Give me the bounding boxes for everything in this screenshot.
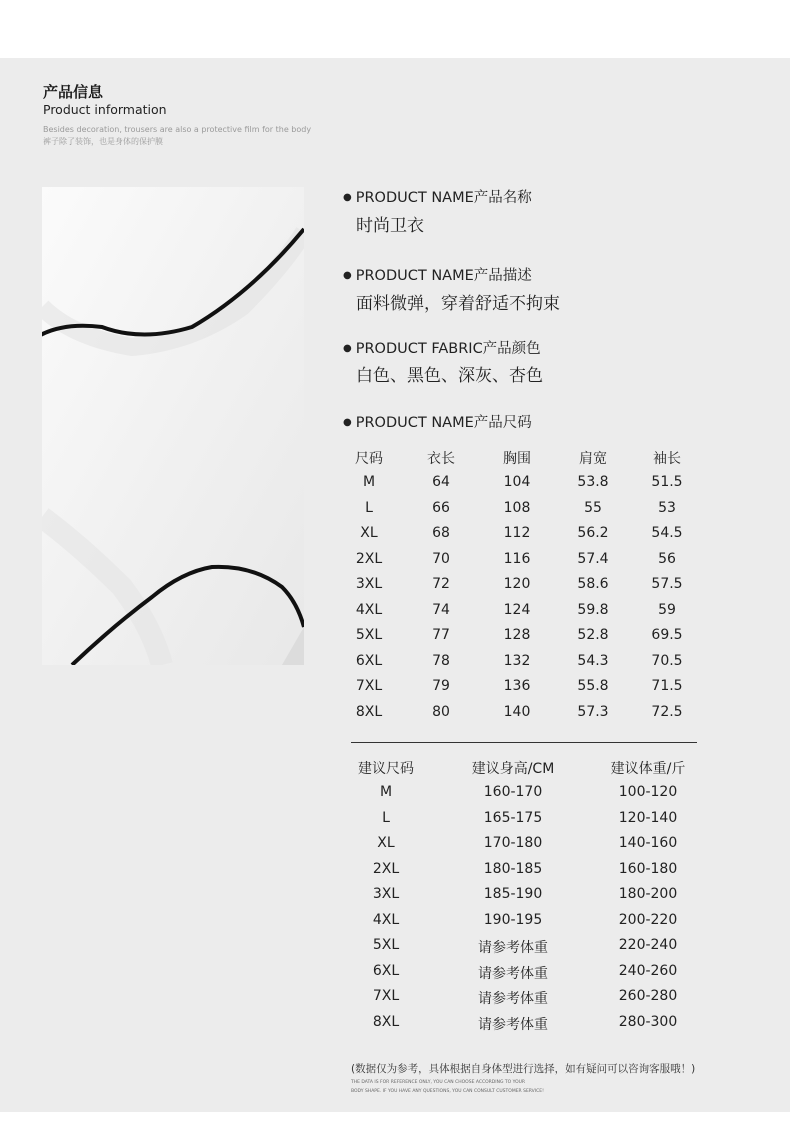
table-cell: 77: [432, 627, 450, 643]
table-cell: 72.5: [651, 703, 683, 720]
table-cell: 116: [503, 550, 531, 567]
table-cell: 68: [432, 525, 450, 541]
table-cell: 260-280: [618, 988, 678, 1004]
table-cell: 53.8: [577, 474, 609, 490]
table-cell: 2XL: [372, 860, 400, 877]
table-cell: 59: [658, 601, 676, 618]
table-cell: 104: [503, 474, 531, 490]
table-cell: 72: [432, 576, 450, 592]
table-cell: 112: [503, 525, 531, 541]
size-table-header: [0, 448, 790, 472]
table-divider: [351, 742, 697, 743]
header-cell: 胸围: [503, 451, 531, 467]
table-cell: 79: [432, 678, 450, 694]
bullet-dot-icon: ●: [343, 270, 352, 281]
table-row: [0, 810, 790, 834]
table-cell: 170-180: [483, 835, 543, 851]
table-cell: 160-170: [483, 784, 543, 800]
table-cell: 59.8: [577, 601, 609, 618]
table-cell: 100-120: [618, 784, 678, 800]
table-row: [0, 602, 790, 626]
table-cell: 请参考体重: [478, 1016, 548, 1033]
table-cell: 78: [432, 652, 450, 669]
table-cell: 80: [432, 703, 450, 720]
table-row: [0, 861, 790, 885]
header-cell: 肩宽: [579, 451, 607, 467]
footer-note-en-line1: THE DATA IS FOR REFERENCE ONLY, YOU CAN CHOOSE ACCORDING TO YOUR: [351, 1080, 526, 1085]
table-cell: 185-190: [483, 886, 543, 902]
table-row: [0, 835, 790, 859]
table-cell: 6XL: [372, 962, 400, 979]
bullet-dot-icon: ●: [343, 192, 352, 203]
table-cell: 54.5: [651, 525, 683, 541]
table-cell: 120-140: [618, 809, 678, 826]
table-cell: 190-195: [483, 911, 543, 928]
table-cell: 51.5: [651, 474, 683, 490]
table-row: [0, 963, 790, 987]
bullet-dot-icon: ●: [343, 417, 352, 428]
table-cell: L: [365, 499, 373, 516]
table-cell: 120: [503, 576, 531, 592]
table-cell: 74: [432, 601, 450, 618]
table-cell: 8XL: [372, 1013, 400, 1030]
table-cell: 56.2: [577, 525, 609, 541]
table-cell: 57.5: [651, 576, 683, 592]
table-cell: 55: [584, 499, 602, 516]
table-row: [0, 784, 790, 808]
table-cell: 160-180: [618, 860, 678, 877]
table-cell: 140: [503, 703, 531, 720]
table-cell: 280-300: [618, 1013, 678, 1030]
header-cell: 建议身高/CM: [471, 761, 555, 777]
table-cell: 请参考体重: [478, 991, 548, 1007]
table-row: [0, 988, 790, 1012]
table-row: [0, 500, 790, 524]
info-label-product-name: ● PRODUCT NAME产品名称: [343, 190, 532, 206]
table-cell: 2XL: [355, 550, 383, 567]
info-label-product-size: ● PRODUCT NAME产品尺码: [343, 415, 532, 431]
table-cell: 180-200: [618, 886, 678, 902]
table-cell: 55.8: [577, 678, 609, 694]
rec-table-header: [0, 758, 790, 782]
table-cell: 3XL: [355, 576, 383, 592]
info-value-product-name: 时尚卫衣: [356, 216, 424, 236]
table-cell: 70: [432, 550, 450, 567]
table-cell: 56: [658, 550, 676, 567]
table-cell: 5XL: [355, 627, 383, 643]
table-cell: M: [379, 784, 393, 800]
section-subtitle-en: Besides decoration, trousers are also a protective film for the body: [43, 125, 312, 134]
header-cell: 尺码: [355, 451, 383, 467]
table-cell: 70.5: [651, 652, 683, 669]
table-cell: 64: [432, 474, 450, 490]
table-cell: 54.3: [577, 652, 609, 669]
table-cell: L: [382, 809, 390, 826]
table-cell: 69.5: [651, 627, 683, 643]
table-row: [0, 474, 790, 498]
table-cell: 124: [503, 601, 531, 618]
table-cell: 57.4: [577, 550, 609, 567]
header-cell: 建议尺码: [358, 761, 414, 777]
table-cell: 请参考体重: [478, 940, 548, 956]
table-cell: 52.8: [577, 627, 609, 643]
info-value-product-description: 面料微弹，穿着舒适不拘束: [356, 294, 560, 314]
info-value-product-color: 白色、黑色、深灰、杏色: [356, 366, 543, 386]
info-label-product-description: ● PRODUCT NAME产品描述: [343, 268, 532, 284]
table-cell: 7XL: [372, 988, 400, 1004]
header-cell: 袖长: [653, 451, 681, 467]
footer-note-cn: (数据仅为参考，具体根据自身体型进行选择，如有疑问可以咨询客服哦！): [351, 1063, 696, 1075]
table-cell: 6XL: [355, 652, 383, 669]
table-row: [0, 937, 790, 961]
table-cell: 4XL: [372, 911, 400, 928]
table-cell: 5XL: [372, 937, 400, 953]
table-cell: 132: [503, 652, 531, 669]
table-cell: 请参考体重: [478, 965, 548, 982]
table-row: [0, 886, 790, 910]
table-cell: 180-185: [483, 860, 543, 877]
table-cell: 7XL: [355, 678, 383, 694]
table-row: [0, 704, 790, 728]
table-cell: 108: [503, 499, 531, 516]
table-row: [0, 576, 790, 600]
table-cell: 165-175: [483, 809, 543, 826]
table-cell: 71.5: [651, 678, 683, 694]
section-title-cn: 产品信息: [43, 83, 104, 101]
header-cell: 建议体重/斤: [610, 761, 686, 777]
table-row: [0, 653, 790, 677]
table-cell: 200-220: [618, 911, 678, 928]
table-row: [0, 1014, 790, 1038]
table-cell: 140-160: [618, 835, 678, 851]
section-title-en: Product information: [43, 102, 167, 117]
table-cell: M: [362, 474, 376, 490]
table-cell: 58.6: [577, 576, 609, 592]
table-cell: 4XL: [355, 601, 383, 618]
table-cell: 57.3: [577, 703, 609, 720]
table-cell: 53: [658, 499, 676, 516]
footer-note-en-line2: BODY SHAPE. IF YOU HAVE ANY QUESTIONS, YOU CAN CONSULT CUSTOMER SERVICE!: [351, 1089, 544, 1094]
info-label-product-color: ● PRODUCT FABRIC产品颜色: [343, 341, 541, 357]
table-cell: 8XL: [355, 703, 383, 720]
table-row: [0, 912, 790, 936]
table-cell: 128: [503, 627, 531, 643]
header-cell: 衣长: [427, 451, 455, 467]
table-cell: XL: [360, 525, 378, 541]
table-cell: 66: [432, 499, 450, 516]
table-cell: 220-240: [618, 937, 678, 953]
table-cell: 3XL: [372, 886, 400, 902]
section-subtitle-cn: 裤子除了装饰，也是身体的保护膜: [43, 137, 163, 146]
table-row: [0, 551, 790, 575]
table-row: [0, 525, 790, 549]
bullet-dot-icon: ●: [343, 343, 352, 354]
table-cell: 240-260: [618, 962, 678, 979]
table-cell: 136: [503, 678, 531, 694]
table-row: [0, 627, 790, 651]
table-row: [0, 678, 790, 702]
table-cell: XL: [377, 835, 395, 851]
